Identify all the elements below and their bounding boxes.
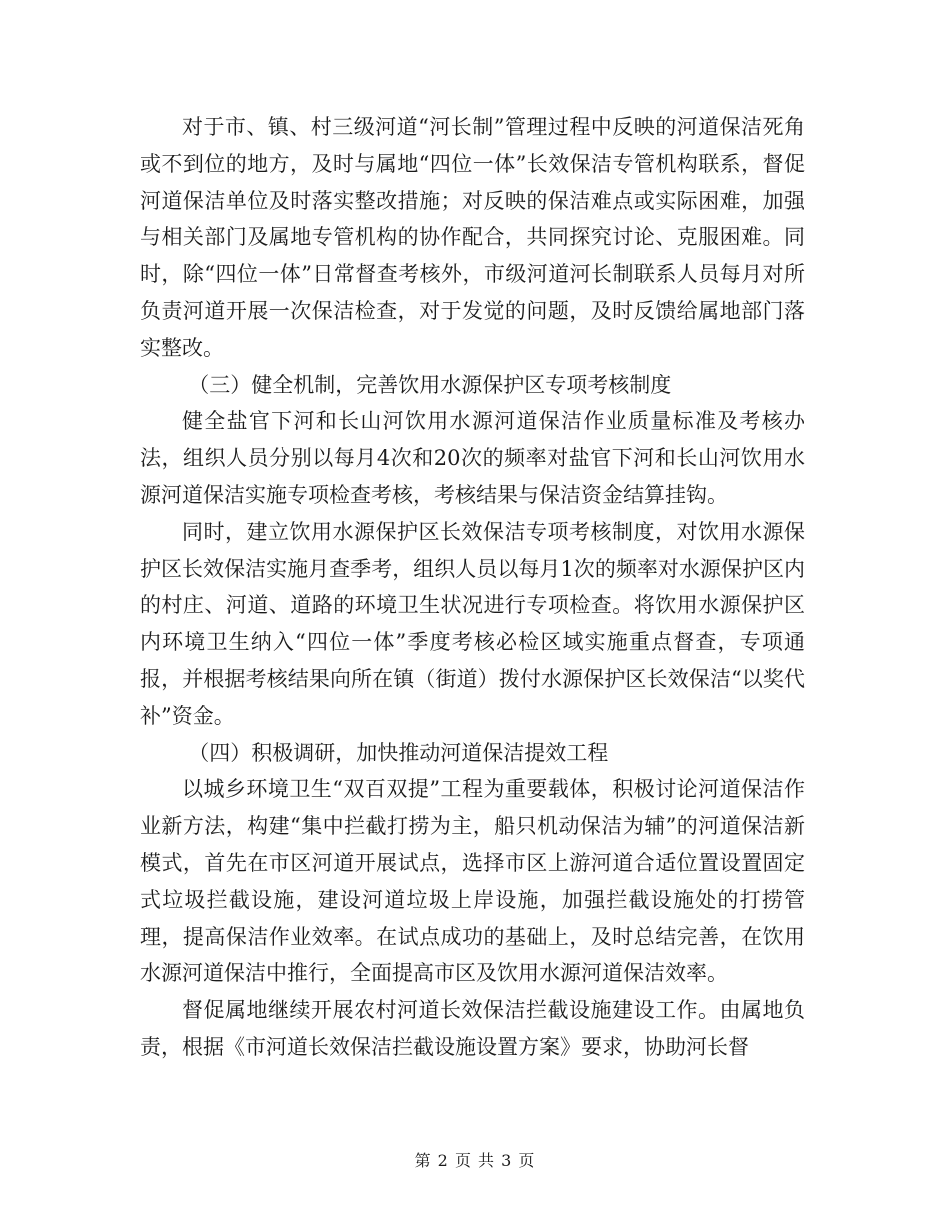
page-number-footer: 第 2 页 共 3 页 (414, 1151, 536, 1170)
paragraph-water-source-standards: 健全盐官下河和长山河饮用水源河道保洁作业质量标准及考核办法，组织人员分别以每月4次和20次的频率对盐官下河和长山河饮用水源河道保洁实施专项检查考核，考核结果与保洁资金结算挂钩。 (140, 409, 805, 507)
section-heading-3: （三）健全机制，完善饮用水源保护区专项考核制度 (188, 372, 672, 397)
paragraph-protection-zone-assessment: 同时，建立饮用水源保护区长效保洁专项考核制度，对饮用水源保护区长效保洁实施月查季考，组织人员以每月1次的频率对水源保护区内的村庄、河道、道路的环境卫生状况进行专项检查。将饮用水源保护区内环境卫生纳入“四位一体”季度考核必检区域实施重点督查，专项通报，并根据考核结果向所在镇（街道）拨付水源保护区长效保洁“以奖代补”资金。 (140, 519, 805, 728)
paragraph-rural-interception: 督促属地继续开展农村河道长效保洁拦截设施建设工作。由属地负责，根据《市河道长效保洁拦截设施设置方案》要求，协助河长督 (140, 998, 805, 1059)
paragraph-cleaning-efficiency: 以城乡环境卫生“双百双提”工程为重要载体，积极讨论河道保洁作业新方法，构建“集中拦截打捞为主，船只机动保洁为辅”的河道保洁新模式，首先在市区河道开展试点，选择市区上游河道合适位置设置固定式垃圾拦截设施，建设河道垃圾上岸设施，加强拦截设施处的打捞管理，提高保洁作业效率。在试点成功的基础上，及时总结完善，在饮用水源河道保洁中推行，全面提高市区及饮用水源河道保洁效率。 (140, 777, 805, 986)
paragraph-river-chief-feedback: 对于市、镇、村三级河道“河长制”管理过程中反映的河道保洁死角或不到位的地方，及时与属地“四位一体”长效保洁专管机构联系，督促河道保洁单位及时落实整改措施；对反映的保洁难点或实际困难，加强与相关部门及属地专管机构的协作配合，共同探究讨论、克服困难。同时，除“四位一体”日常督查考核外，市级河道河长制联系人员每月对所负责河道开展一次保洁检查，对于发觉的问题，及时反馈给属地部门落实整改。 (140, 115, 805, 360)
section-heading-4: （四）积极调研，加快推动河道保洁提效工程 (188, 740, 609, 765)
document-body (140, 109, 805, 1066)
